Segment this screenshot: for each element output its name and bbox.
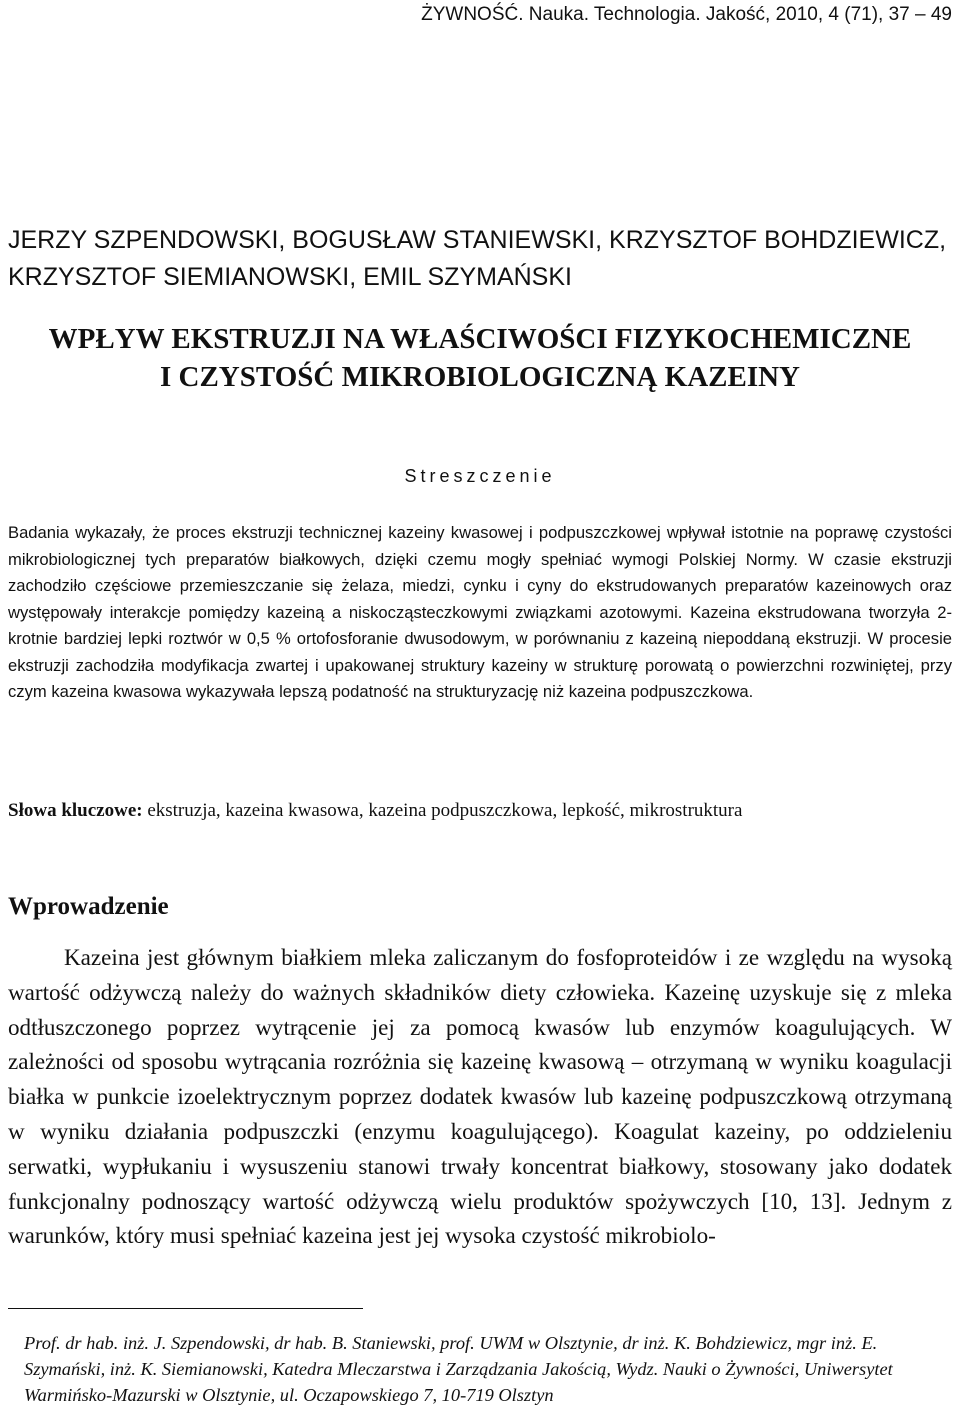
paper-title — [0, 320, 960, 396]
title-line-2: I CZYSTOŚĆ MIKROBIOLOGICZNĄ KAZEINY — [159, 361, 800, 393]
abstract-body: Badania wykazały, że proces ekstruzji technicznej kazeiny kwasowej i podpuszczkowej wpływał istotnie na poprawę czystości mikrobiologicznej tych preparatów białkowych, dzięki czemu mogły spełniać wymogi Polskiej Normy. W czasie ekstruzji zachodziło częściowe przemieszczanie się żelaza, miedzi, cynku i cyny do ekstrudowanych preparatów kazeinowych oraz występowały interakcje pomiędzy kazeiną a niskocząsteczkowymi związkami azotowymi. Kazeina ekstrudowana tworzyła 2-krotnie bardziej lepki roztwór w 0,5 % ortofosforanie dwusodowym, w porównaniu z kazeiną niepoddaną ekstruzji. W procesie ekstruzji zachodziła modyfikacja zwartej i upakowanej struktury kazeiny w strukturę porowatą o powierzchni rozwiniętej, przy czym kazeina kwasowa wykazywała lepszą podatność na strukturyzację niż kazeina podpuszczkowa. — [8, 523, 952, 701]
author-affiliation-footnote: Prof. dr hab. inż. J. Szpendowski, dr hab. B. Staniewski, prof. UWM w Olsztynie, dr inż. K. Bohdziewicz, mgr inż. E. Szymański, inż. K. Siemianowski, Katedra Mleczarstwa i Zarządzania Jakością, Wydz. Nauki o Żywności, Uniwersytet Warmińsko-Mazurski w Olsztynie, ul. Oczapowskiego 7, 10-719 Olsztyn — [24, 1333, 893, 1405]
section-heading-introduction: Wprowadzenie — [8, 893, 169, 920]
introduction-body — [8, 940, 952, 1253]
abstract-heading: Streszczenie — [404, 466, 556, 486]
title-line-1: WPŁYW EKSTRUZJI NA WŁAŚCIWOŚCI FIZYKOCHEMICZNE — [48, 323, 912, 355]
running-head: ŻYWNOŚĆ. Nauka. Technologia. Jakość, 2010, 4 (71), 37 – 49 — [421, 4, 952, 25]
keywords-label: Słowa kluczowe: — [8, 800, 143, 821]
footnote-rule — [8, 1308, 363, 1309]
keywords-text: ekstruzja, kazeina kwasowa, kazeina podpuszczkowa, lepkość, mikrostruktura — [142, 800, 743, 821]
keywords — [8, 800, 952, 822]
author-list: JERZY SZPENDOWSKI, BOGUSŁAW STANIEWSKI, KRZYSZTOF BOHDZIEWICZ, KRZYSZTOF SIEMIANOWSKI, EMIL SZYMAŃSKI — [8, 226, 947, 291]
introduction-text: Kazeina jest głównym białkiem mleka zaliczanym do fosfoproteidów i ze względu na wysoką wartość odżywczą należy do ważnych składników diety człowieka. Kazeinę uzyskuje się z mleka odtłuszczonego poprzez wytrącenie jej za pomocą kwasów lub enzymów koagulujących. W zależności od sposobu wytrącania rozróżnia się kazeinę kwasową – otrzymaną w wyniku koagulacji białka w punkcie izoelektrycznym poprzez dodatek kwasów lub kazeinę podpuszczkową otrzymaną w wyniku działania podpuszczki (enzymu koagulującego). Koagulat kazeiny, po oddzieleniu serwatki, wypłukaniu i wysuszeniu stanowi trwały koncentrat białkowy, stosowany jako dodatek funkcjonalny podnoszący wartość odżywczą wielu produktów spożywczych [10, 13]. Jednym z warunków, który musi spełniać kazeina jest jej wysoka czystość mikrobiolo- — [8, 944, 952, 1249]
